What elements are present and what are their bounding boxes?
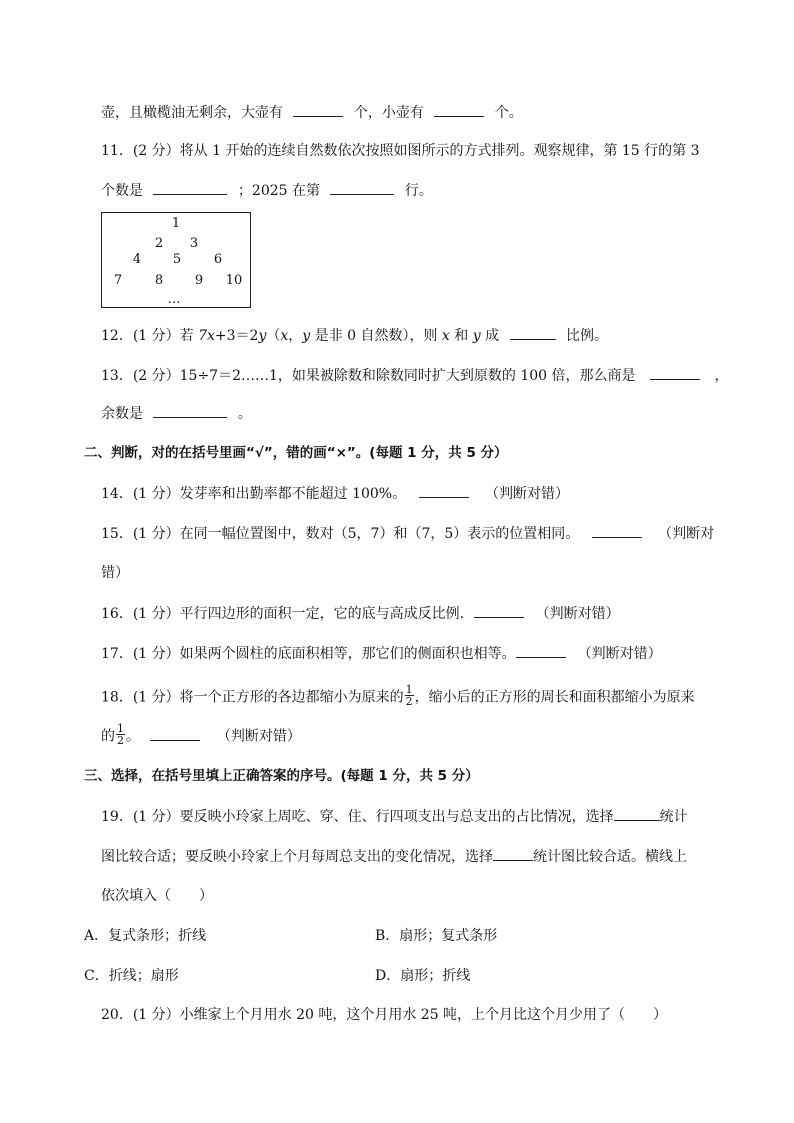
triangle-number: 4 (132, 252, 142, 267)
q19-text: 19．(1 分）要反映小玲家上周吃、穿、住、行四项支出与总支出的占比情况，选择 (101, 809, 614, 825)
q12-text: 成 (480, 328, 500, 344)
q17-text: 17．(1 分）如果两个圆柱的底面积相等，那它们的侧面积也相等。 (101, 646, 516, 662)
q11-text-a: 个数是 (101, 183, 143, 199)
triangle-number: 9 (194, 273, 204, 288)
q14-text: （判断对错） (485, 486, 570, 502)
q17-line (101, 643, 662, 664)
q12-text: 比例。 (566, 328, 609, 344)
q16-text: （判断对错） (535, 606, 620, 622)
q13-text: ， (714, 368, 729, 384)
q11-text-c: 行。 (404, 183, 433, 199)
triangle-number: 7 (113, 273, 123, 288)
q18-blank[interactable] (150, 726, 200, 741)
q15-line1 (101, 523, 714, 544)
q13-text: 。 (237, 406, 252, 422)
q19-option-a[interactable]: A．复式条形；折线 (84, 928, 207, 944)
q16-blank[interactable] (474, 603, 524, 618)
triangle-number: 6 (213, 252, 223, 267)
q11-blank-1[interactable] (153, 180, 227, 195)
q10-text-a: 壶，且橄榄油无剩余，大壶有 (101, 105, 283, 121)
triangle-number: 10 (225, 273, 243, 288)
q11-line1: 11．(2 分）将从 1 开始的连续自然数依次按照如图所示的方式排列。观察规律，第 15 行的第 3 (101, 143, 700, 159)
q15-line2: 错） (101, 565, 129, 581)
q20-line: 20．(1 分）小维家上个月用水 20 吨，这个月用水 25 吨，上个月比这个月少用了（ ） (101, 1007, 668, 1023)
q17-text: （判断对错） (577, 646, 662, 662)
q12-expr: +3＝2 (214, 328, 259, 344)
q13-line1 (101, 365, 728, 386)
q12-expr: 7x (198, 328, 215, 344)
q12-text: （ (266, 328, 281, 344)
q11-line2 (101, 180, 433, 201)
triangle-number: 2 (154, 236, 164, 251)
q14-blank[interactable] (419, 483, 469, 498)
section-3-heading: 三、选择，在括号里填上正确答案的序号。(每题 1 分，共 5 分） (84, 768, 479, 784)
q18-text: 的 (101, 728, 115, 745)
q10-blank-big[interactable] (293, 102, 343, 117)
q12-text: ， (288, 328, 303, 344)
q18-line1 (101, 683, 695, 709)
q11-text-b: ；2025 在第 (237, 183, 320, 199)
q19-blank-1[interactable] (614, 806, 660, 821)
q16-text: 16．(1 分）平行四边形的面积一定，它的底与高成反比例． (101, 606, 474, 622)
q18-text: （判断对错） (216, 728, 301, 745)
fraction-denominator: 2 (405, 695, 413, 708)
q19-text: 图比较合适；要反映小玲家上个月每周总支出的变化情况，选择 (101, 849, 493, 865)
q13-blank-quotient[interactable] (650, 365, 700, 380)
q19-line2 (101, 846, 687, 867)
fraction-numerator: 1 (405, 683, 413, 696)
triangle-number: 3 (189, 236, 199, 251)
q14-line (101, 483, 569, 504)
q19-option-c[interactable]: C．折线；扇形 (84, 968, 179, 984)
fraction-denominator: 2 (117, 734, 124, 747)
q17-blank[interactable] (516, 643, 566, 658)
q19-blank-2[interactable] (493, 846, 533, 861)
q13-text: 13．(2 分）15÷7＝2……1，如果被除数和除数同时扩大到原数的 100 倍，那么商是 (101, 368, 636, 384)
q12-var: x (441, 328, 450, 344)
q11-blank-2[interactable] (330, 180, 394, 195)
q12-text: 是非 0 自然数），则 (310, 328, 442, 344)
q19-option-d[interactable]: D．扇形；折线 (375, 968, 471, 984)
q10-blank-small[interactable] (434, 102, 484, 117)
q16-line (101, 603, 620, 624)
q10-tail (101, 102, 523, 123)
fraction-one-half (116, 723, 125, 746)
section-2-heading: 二、判断，对的在括号里画“√”，错的画“×”。(每题 1 分，共 5 分） (84, 445, 508, 461)
fraction-numerator: 1 (117, 722, 124, 735)
q12-blank[interactable] (510, 325, 556, 340)
q13-line2 (101, 403, 252, 424)
q18-text: 。 (126, 728, 140, 745)
triangle-number: 1 (171, 216, 181, 231)
q18-text: 18．(1 分）将一个正方形的各边都缩小为原来的 (101, 689, 404, 706)
q18-text: ，缩小后的正方形的周长和面积都缩小为原来 (414, 689, 695, 706)
q13-blank-remainder[interactable] (153, 403, 227, 418)
q10-text-b: 个，小壶有 (353, 105, 424, 121)
triangle-number: 5 (172, 252, 182, 267)
q10-text-c: 个。 (494, 105, 523, 121)
number-triangle-figure (101, 212, 251, 308)
q12-text: 12．(1 分）若 (101, 328, 199, 344)
q19-option-b[interactable]: B．扇形；复式条形 (375, 928, 498, 944)
q18-line2 (101, 722, 301, 748)
q19-line3: 依次填入（ ） (101, 888, 213, 904)
q12-var: y (302, 328, 311, 344)
q12-expr: y (258, 328, 267, 344)
q13-text: 余数是 (101, 406, 143, 422)
fraction-one-half (405, 684, 414, 707)
q14-text: 14．(1 分）发芽率和出勤率都不能超过 100%。 (101, 486, 407, 502)
triangle-number: 8 (154, 273, 164, 288)
q15-text: （判断对 (658, 526, 715, 542)
q12-var: y (472, 328, 481, 344)
q19-line1 (101, 806, 688, 827)
q19-text: 统计 (659, 809, 688, 825)
q12-line (101, 325, 608, 346)
q12-text: 和 (449, 328, 473, 344)
q12-var: x (280, 328, 289, 344)
q19-text: 统计图比较合适。横线上 (533, 849, 687, 865)
q15-blank[interactable] (592, 523, 642, 538)
q15-text: 15．(1 分）在同一幅位置图中，数对（5，7）和（7，5）表示的位置相同。 (101, 526, 580, 542)
triangle-ellipsis: … (167, 292, 181, 307)
